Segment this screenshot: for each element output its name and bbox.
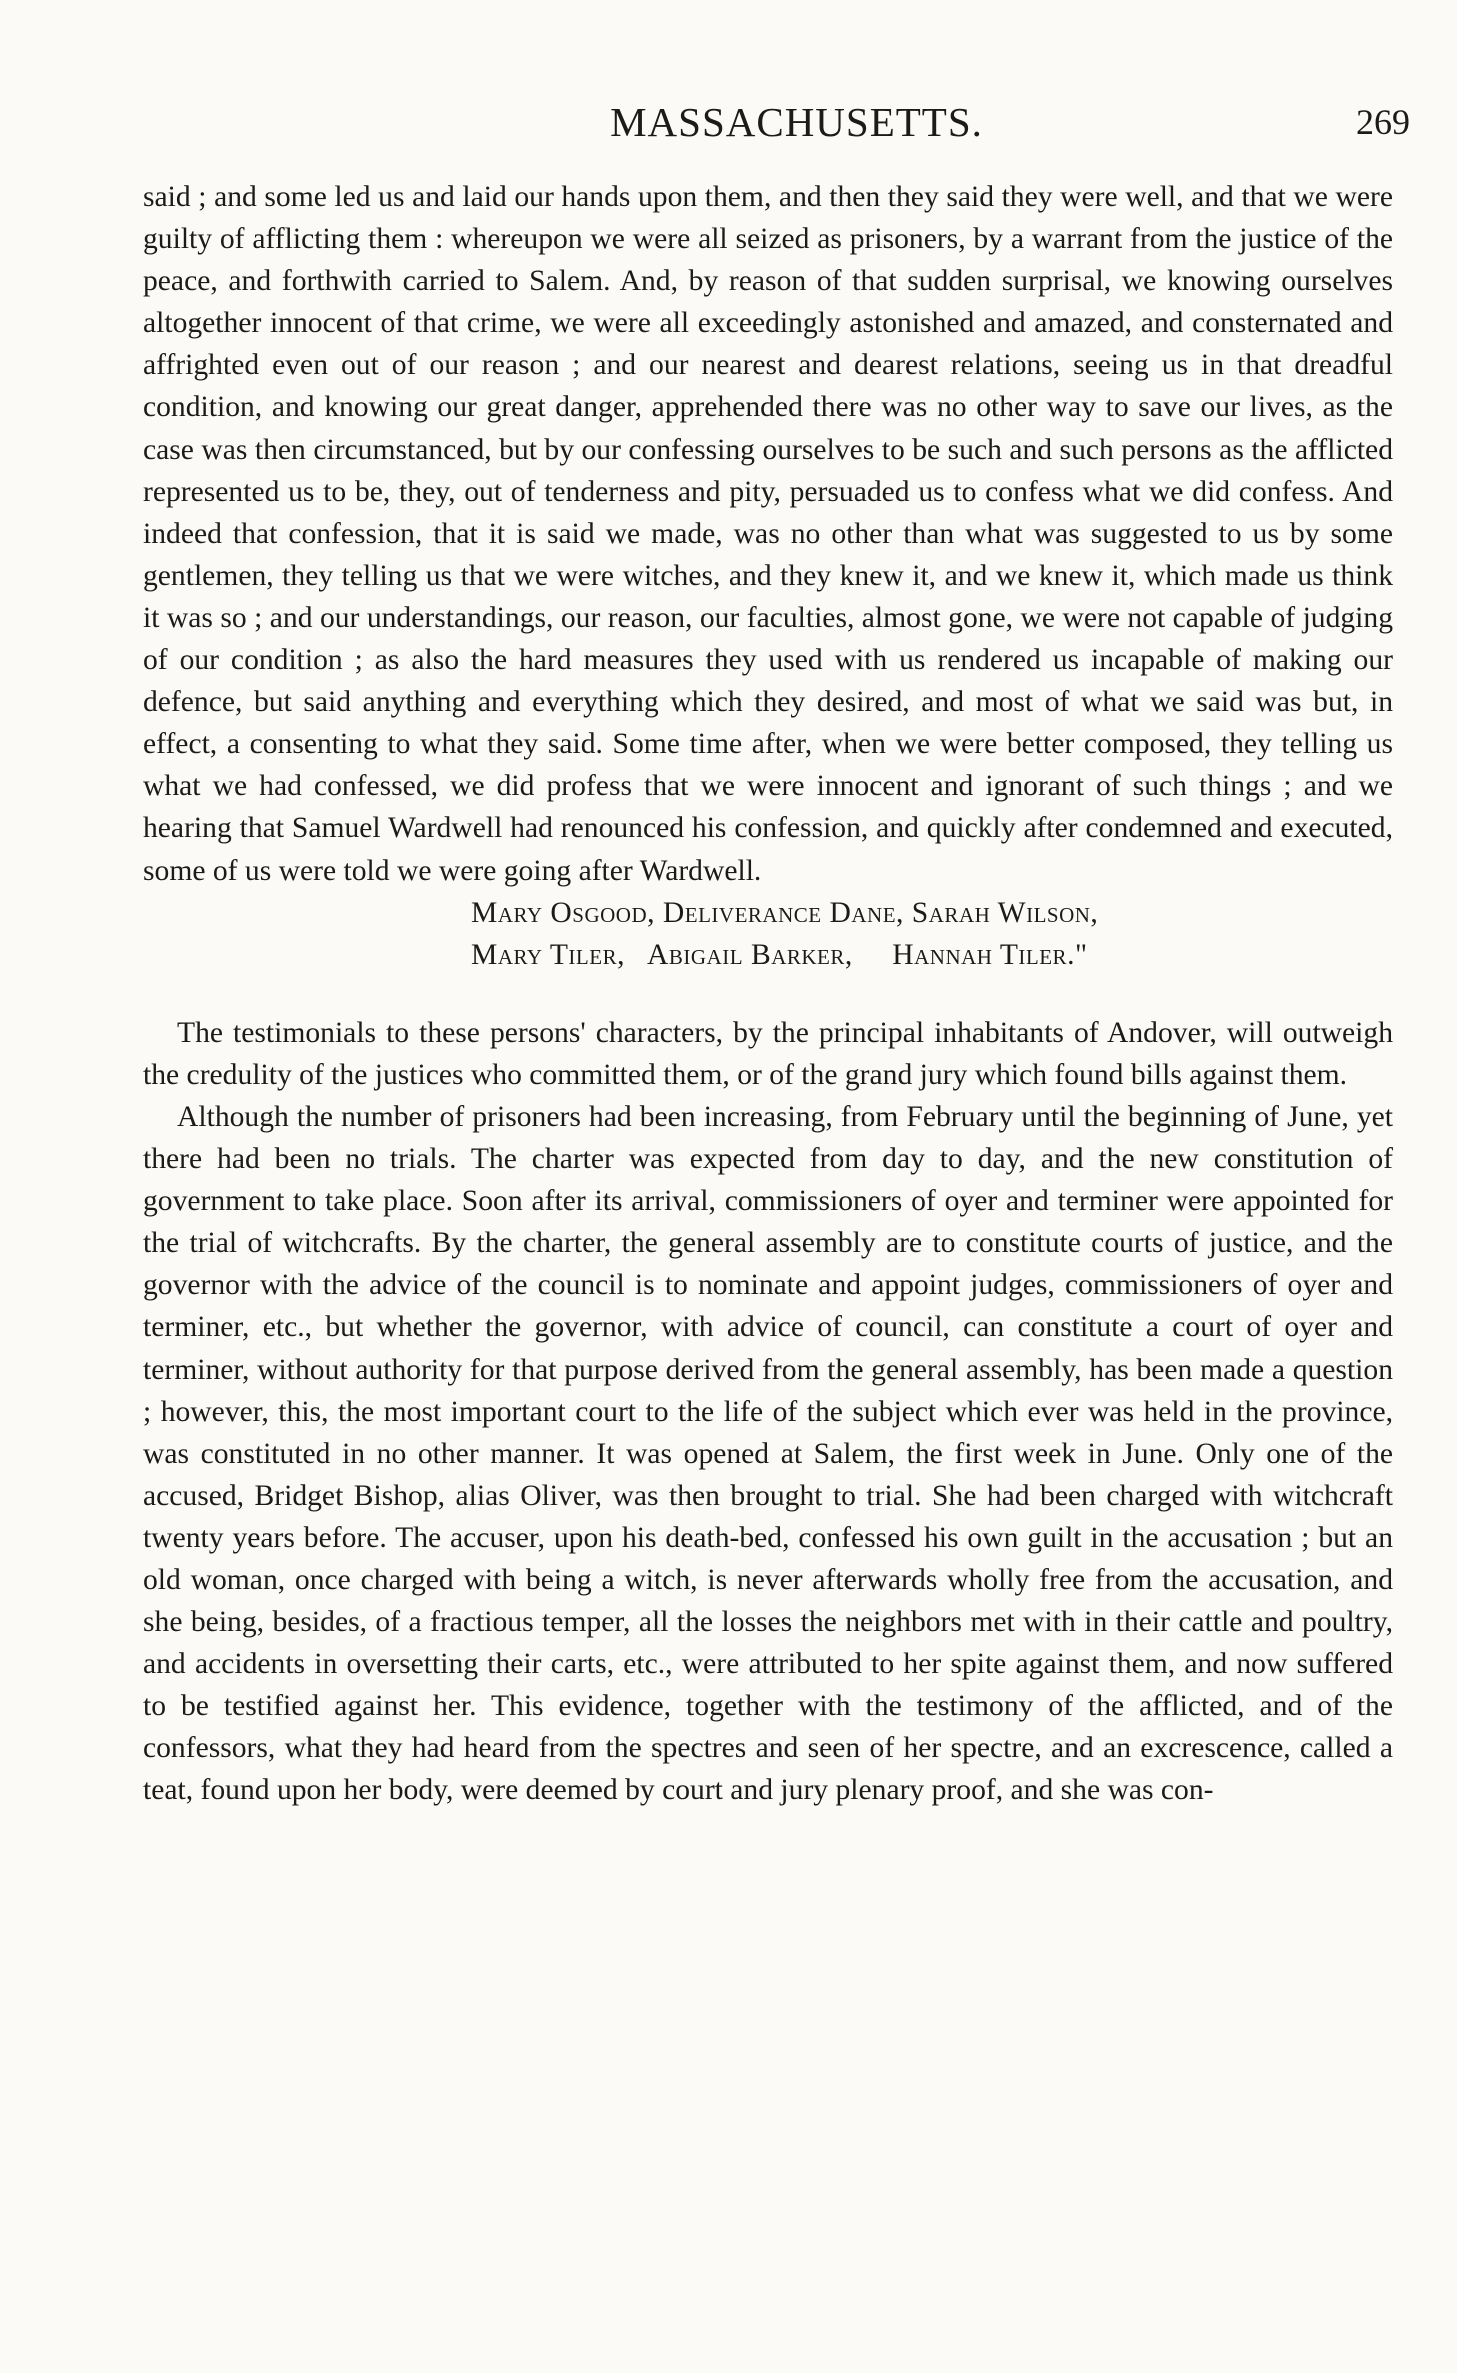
paragraph-trials: Although the number of prisoners had been increasing, from February until the beginning of June, yet there had been no trials. The charter was expected from day to day, and the new constitution of government to take place. Soon after its arrival, commissioners of oyer and terminer were appointed for the trial of witchcrafts. By the charter, the general assembly are to constitute courts of justice, and the governor with the advice of the council is to nominate and appoint judges, commissioners of oyer and terminer, etc., but whether the governor, with advice of council, can constitute a court of oyer and terminer, without authority for that purpose derived from the general assembly, has been made a question ; however, this, the most important court to the life of the subject which ever was held in the province, was constituted in no other manner. It was opened at Salem, the first week in June. Only one of the accused, Bridget Bishop, alias Oliver, was then brought to trial. She had been charged with witchcraft twenty years before. The accuser, upon his death-bed, confessed his own guilt in the accusation ; but an old woman, once charged with being a witch, is never afterwards wholly free from the accusation, and she being, besides, of a fractious temper, all the losses the neighbors met with in their cattle and poultry, and accidents in oversetting their carts, etc., were attributed to her spite against them, and now suffered to be testified against her. This evidence, together with the testimony of the afflicted, and of the confessors, what they had heard from the spectres and seen of her spectre, and an excrescence, called a teat, found upon her body, were deemed by court and jury plenary proof, and she was con- xyxy=(143,1100,1393,1807)
page-number: 269 xyxy=(1356,102,1410,142)
signature-row-1: Mary Osgood, Deliverance Dane, Sarah Wilson, xyxy=(471,896,1099,929)
signature-block xyxy=(143,892,1393,976)
body-text xyxy=(143,176,1393,1812)
section-spacer xyxy=(143,976,1393,1012)
page-header xyxy=(143,92,1410,152)
paragraph-testimonials: The testimonials to these persons' characters, by the principal inhabitants of Andover, will outweigh the credulity of the justices who committed them, or of the grand jury which found bills against them. xyxy=(143,1016,1393,1091)
signature-row-2: Mary Tiler, Abigail Barker, Hannah Tiler." xyxy=(471,938,1088,971)
running-head: MASSACHUSETTS. xyxy=(610,99,983,145)
paragraph-continuation: said ; and some led us and laid our hands upon them, and then they said they were well, and that we were guilty of afflicting them : whereupon we were all seized as prisoners, by a warrant from the justice of the peace, and forthwith carried to Salem. And, by reason of that sudden surprisal, we knowing ourselves altogether innocent of that crime, we were all exceedingly astonished and amazed, and consternated and affrighted even out of our reason ; and our nearest and dearest relations, seeing us in that dreadful condition, and knowing our great danger, apprehended there was no other way to save our lives, as the case was then circumstanced, but by our confessing ourselves to be such and such persons as the afflicted represented us to be, they, out of tenderness and pity, persuaded us to confess what we did confess. And indeed that confession, that it is said we made, was no other than what was suggested to us by some gentlemen, they telling us that we were witches, and they knew it, and we knew it, which made us think it was so ; and our understandings, our reason, our faculties, almost gone, we were not capable of judging of our condition ; as also the hard measures they used with us rendered us incapable of making our defence, but said anything and everything which they desired, and most of what we said was but, in effect, a consenting to what they said. Some time after, when we were better composed, they telling us what we had confessed, we did profess that we were innocent and ignorant of such things ; and we hearing that Samuel Wardwell had renounced his confession, and quickly after condemned and executed, some of us were told we were going after Wardwell. xyxy=(143,181,1393,887)
